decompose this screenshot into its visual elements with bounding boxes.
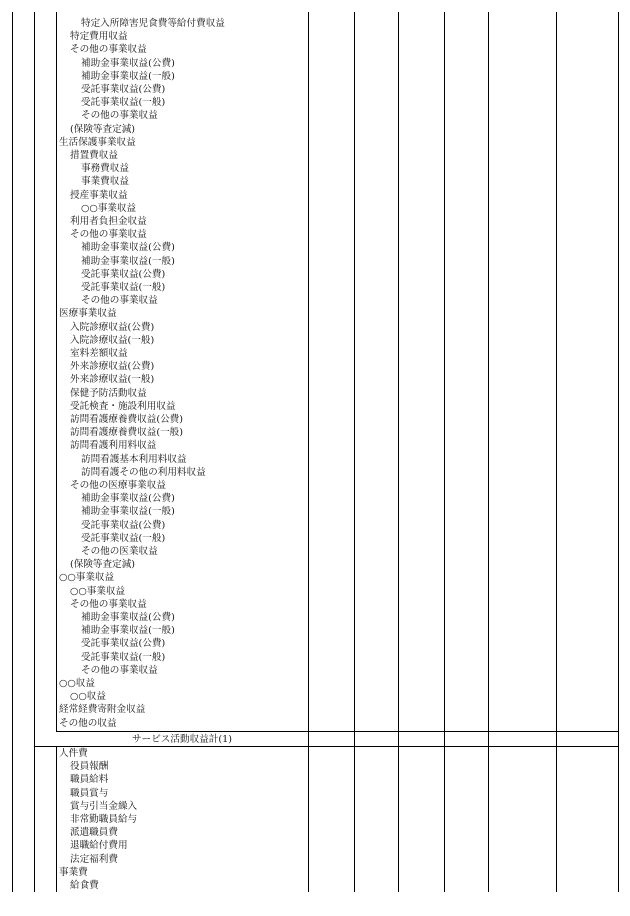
account-item: 利用者負担金収益 — [70, 216, 147, 227]
account-item: 退職給付費用 — [70, 840, 128, 852]
account-item: 職員給料 — [70, 774, 109, 786]
account-item: ○○事業収益 — [59, 572, 115, 584]
account-item: ○○事業収益 — [70, 585, 126, 597]
account-item: 事業費 — [59, 866, 88, 878]
account-item: その他の事業収益 — [70, 229, 147, 241]
item-column-divider — [56, 12, 57, 731]
account-item: 賞与引当金繰入 — [70, 800, 138, 812]
account-item: 経常経費寄附金収益 — [59, 704, 146, 716]
account-item: 入院診療収益(一般) — [70, 334, 155, 346]
account-item: 給食費 — [70, 880, 99, 891]
column-divider — [556, 12, 557, 892]
account-item: その他の医業収益 — [81, 546, 158, 557]
account-item: 補助金事業収益(公費) — [81, 57, 175, 69]
account-item: 受託事業収益(一般) — [81, 532, 166, 544]
account-item: 受託事業収益(公費) — [81, 638, 166, 650]
account-item: 補助金事業収益(公費) — [81, 493, 175, 505]
account-item: ○○収益 — [70, 691, 106, 703]
account-item: 事業費収益 — [81, 176, 129, 188]
account-item: その他の事業収益 — [81, 664, 158, 676]
account-item: その他の事業収益 — [70, 44, 147, 56]
account-item: その他の収益 — [59, 717, 117, 729]
account-item: 特定費用収益 — [70, 31, 128, 43]
account-item: 補助金事業収益(公費) — [81, 242, 175, 254]
account-item: 非常勤職員給与 — [70, 814, 138, 825]
account-item: 訪問看護利用料収益 — [70, 440, 157, 452]
account-item: 補助金事業収益(一般) — [81, 625, 175, 637]
revenue-total-label: サービス活動収益計(1) — [132, 734, 232, 745]
account-item: 訪問看護その他の利用料収益 — [81, 466, 206, 478]
account-item: 法定福利費 — [70, 853, 118, 865]
account-item: 受託事業収益(公費) — [81, 519, 166, 531]
column-divider — [488, 12, 489, 892]
account-item: 訪問看護療養費収益(公費) — [70, 414, 184, 425]
account-item: 補助金事業収益(一般) — [81, 70, 175, 82]
column-divider — [354, 12, 355, 892]
account-item: 室料差額収益 — [70, 348, 128, 359]
account-item: ○○収益 — [59, 678, 95, 689]
account-item: 受託事業収益(公費) — [81, 268, 166, 280]
account-item: 訪問看護基本利用料収益 — [81, 453, 187, 465]
account-item: 措置費収益 — [70, 150, 118, 161]
account-item: その他の医療事業収益 — [70, 480, 166, 491]
account-item: 補助金事業収益(一般) — [81, 506, 175, 518]
account-item: その他の事業収益 — [70, 598, 147, 610]
item-column-divider — [56, 747, 57, 892]
account-item: 補助金事業収益(公費) — [81, 612, 175, 623]
column-divider — [398, 12, 399, 892]
account-item: 職員賞与 — [70, 787, 109, 799]
total-row-bottom-border — [34, 746, 618, 747]
account-item: ○○事業収益 — [81, 202, 137, 214]
account-item: 保健予防活動収益 — [70, 387, 147, 399]
account-item: 受託事業収益(一般) — [81, 651, 166, 663]
column-divider — [308, 12, 309, 892]
account-item: (保険等査定減) — [70, 559, 136, 571]
account-item: 派遣職員費 — [70, 827, 118, 839]
account-item: 役員報酬 — [70, 761, 109, 773]
account-item: 事務費収益 — [81, 163, 129, 175]
account-item: (保険等査定減) — [70, 123, 136, 135]
account-item: 人件費 — [59, 748, 88, 759]
account-item: 補助金事業収益(一般) — [81, 255, 175, 267]
account-item: 入院診療収益(公費) — [70, 321, 155, 333]
account-item: 訪問看護療養費収益(一般) — [70, 427, 184, 439]
column-divider — [444, 12, 445, 892]
account-item: 特定入所障害児食費等給付費収益 — [81, 18, 225, 29]
total-row-top-border — [56, 731, 618, 732]
account-item: 生活保護事業収益 — [59, 136, 136, 148]
account-item: 受託事業収益(公費) — [81, 84, 166, 95]
account-item: 受託事業収益(一般) — [81, 97, 166, 109]
table-border-right — [618, 12, 619, 892]
account-item: その他の事業収益 — [81, 110, 158, 122]
account-item: 受託検査・施設利用収益 — [70, 400, 176, 412]
account-item: 授産事業収益 — [70, 189, 128, 201]
account-item: 外来診療収益(公費) — [70, 361, 155, 373]
account-item: 外来診療収益(一般) — [70, 374, 155, 386]
section-column-divider — [34, 12, 35, 892]
table-border-left — [12, 12, 13, 892]
account-item: 受託事業収益(一般) — [81, 282, 166, 293]
account-item: 医療事業収益 — [59, 308, 117, 320]
account-item: その他の事業収益 — [81, 295, 158, 307]
